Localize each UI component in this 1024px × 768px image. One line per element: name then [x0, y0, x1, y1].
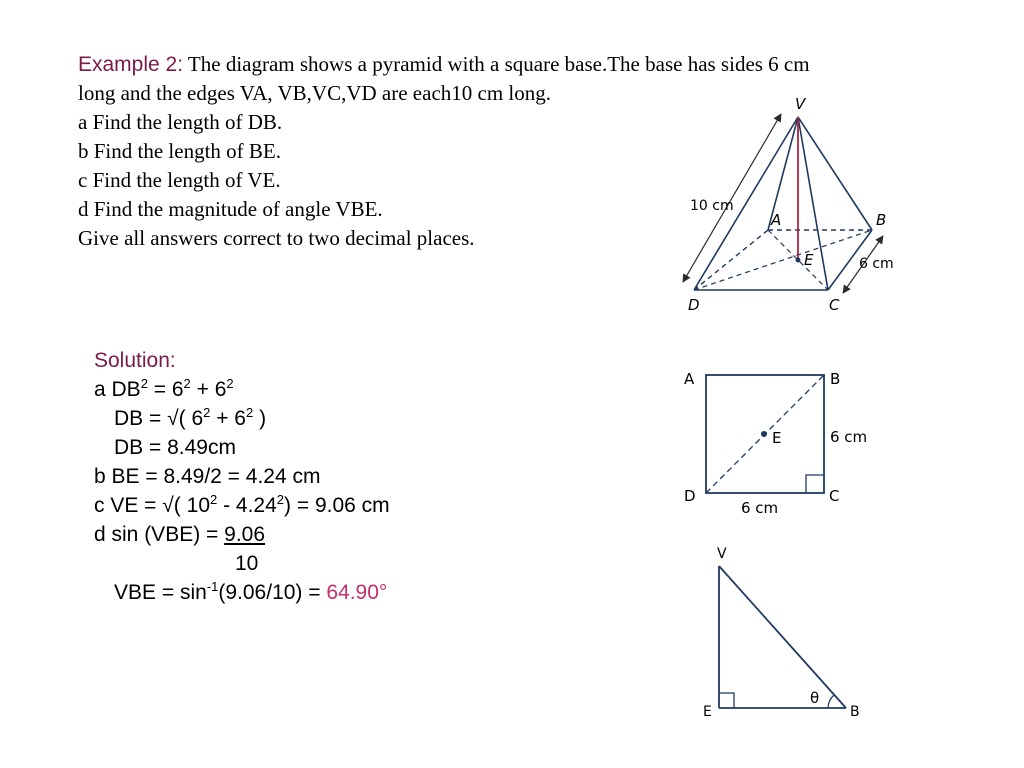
- square-right-angle-mark: [806, 475, 824, 493]
- solution-a-line-1: a $DB^2 = 6^2 + 6^2$: [94, 376, 234, 401]
- example-label: Example 2:: [78, 53, 184, 76]
- square-label-bottom: 6 cm: [741, 499, 779, 517]
- solution-c: c VE = √( $10^2 - 4.24^2) = 9.06$ cm: [94, 492, 390, 517]
- label-a: A: [771, 211, 782, 229]
- problem-part-d: d Find the magnitude of angle VBE.: [78, 197, 383, 221]
- solution-d-line-1: d sin (VBE) = 9.06: [94, 523, 266, 546]
- pyramid-diagram: [683, 95, 894, 314]
- square-label-side: 6 cm: [830, 428, 868, 446]
- triangle-label-v: V: [717, 546, 727, 562]
- fraction-numerator: 9.06: [224, 523, 266, 546]
- square-label-b: B: [830, 370, 841, 388]
- problem-part-c: c Find the length of VE.: [78, 168, 281, 192]
- problem-part-b: b Find the length of BE.: [78, 139, 281, 163]
- solution-d-line-3: VBE = $\sin^{-1}(9.06/10) = 64.90^\circ$: [114, 579, 388, 604]
- label-v: V: [795, 95, 806, 113]
- triangle-label-e: E: [703, 704, 712, 720]
- point-e: [796, 258, 801, 263]
- label-side-length: 6 cm: [859, 256, 894, 272]
- solution-a-line-2: DB = √( $6^2 + 6^2$ ): [114, 405, 267, 430]
- triangle-right-angle-mark: [719, 693, 734, 708]
- diagonal-db: [694, 230, 872, 290]
- angle-arc: [828, 695, 834, 708]
- triangle-side-vb: [719, 566, 846, 708]
- label-b: B: [876, 211, 887, 229]
- square-label-a: A: [684, 370, 695, 388]
- edge-vb: [798, 117, 872, 230]
- triangle-diagram: [703, 546, 860, 720]
- square-label-c: C: [829, 487, 840, 505]
- final-answer: 64.90°: [326, 581, 388, 604]
- square-diagram: [684, 370, 867, 517]
- problem-part-a: a Find the length of DB.: [78, 110, 283, 134]
- label-d: D: [688, 296, 700, 314]
- label-e: E: [804, 251, 814, 269]
- triangle-label-theta: θ: [810, 689, 820, 707]
- solution-a-line-3: DB = 8.49cm: [114, 436, 236, 459]
- square-label-d: D: [684, 487, 696, 505]
- base-edge-da-hidden: [694, 230, 768, 290]
- problem-instruction: Give all answers correct to two decimal places.: [78, 226, 475, 250]
- triangle-label-b: B: [850, 704, 860, 720]
- fraction-denominator: 10: [235, 552, 259, 575]
- solution-b: b BE = 8.49/2 = 4.24 cm: [94, 465, 321, 488]
- label-edge-length: 10 cm: [690, 198, 734, 214]
- label-c: C: [829, 296, 840, 314]
- square-point-e: [761, 431, 767, 437]
- problem-intro-text: The diagram shows a pyramid with a square base.The base has sides 6 cm: [183, 52, 810, 76]
- square-label-e: E: [772, 429, 782, 447]
- problem-line-2: long and the edges VA, VB,VC,VD are each10 cm long.: [78, 81, 552, 105]
- solution-title: Solution:: [94, 349, 176, 372]
